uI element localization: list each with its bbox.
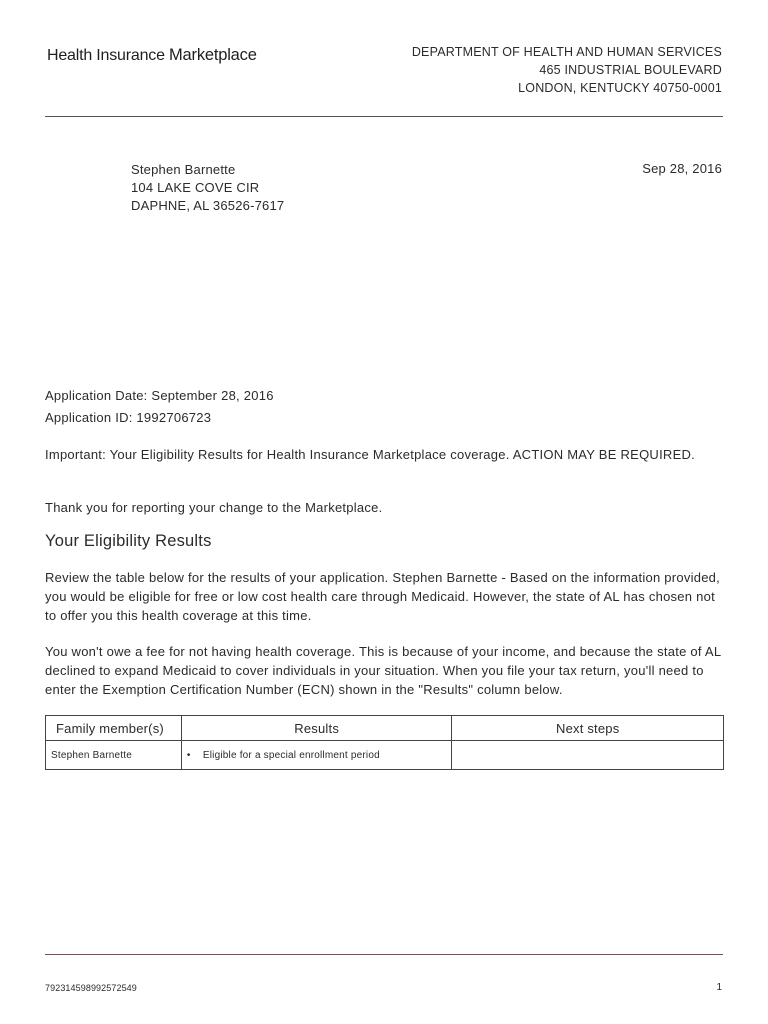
column-header-family-member: Family member(s)	[46, 716, 182, 741]
recipient-address-line-1: 104 LAKE COVE CIR	[131, 180, 260, 195]
important-notice: Important: Your Eligibility Results for Health Insurance Marketplace coverage. ACTION MAY BE REQUIRED.	[45, 447, 695, 462]
paragraph-results: Review the table below for the results of your application. Stephen Barnette - Based on the information provided, you would be eligible for free or low cost health care through Medicaid. However, the state of AL has chosen not to offer you this health coverage at this time.	[45, 570, 721, 623]
cell-next-steps	[452, 741, 724, 770]
logo	[47, 46, 257, 65]
cell-family-member: Stephen Barnette	[46, 741, 182, 770]
application-date: Application Date: September 28, 2016	[45, 388, 274, 403]
page-number: 1	[716, 982, 722, 993]
result-item: Eligible for a special enrollment period	[202, 749, 380, 761]
table-header-row	[46, 716, 724, 741]
sender-line-2: 465 INDUSTRIAL BOULEVARD	[539, 63, 722, 77]
header-divider	[45, 116, 723, 117]
logo-text-light: Health Insurance	[47, 47, 165, 64]
recipient-address-line-2: DAPHNE, AL 36526-7617	[131, 198, 285, 213]
eligibility-table	[45, 715, 724, 770]
paragraph-fee: You won't owe a fee for not having health coverage. This is because of your income, and because the state of AL declined to expand Medicaid to cover individuals in your situation. When you file your tax return, you'll need to enter the Exemption Certification Number (ECN) shown in the "Results" column below.	[45, 644, 721, 697]
sender-line-3: LONDON, KENTUCKY 40750-0001	[518, 81, 722, 95]
bullet-glyph: •	[186, 749, 191, 761]
recipient-address	[131, 161, 284, 215]
footer-divider	[45, 954, 723, 955]
column-header-results: Results	[181, 716, 452, 741]
sender-address	[412, 43, 722, 97]
letter-date: Sep 28, 2016	[642, 161, 722, 176]
column-header-next-steps: Next steps	[452, 716, 724, 741]
table-row	[46, 741, 724, 770]
sender-line-1: DEPARTMENT OF HEALTH AND HUMAN SERVICES	[411, 45, 722, 59]
footer-document-code: 792314598992572549	[45, 983, 137, 993]
section-heading: Your Eligibility Results	[45, 532, 212, 550]
cell-results	[181, 741, 452, 770]
thank-you-text: Thank you for reporting your change to the Marketplace.	[45, 500, 383, 515]
recipient-name: Stephen Barnette	[131, 162, 236, 177]
logo-text-bold: Marketplace	[169, 46, 257, 64]
application-id: Application ID: 1992706723	[45, 410, 212, 425]
